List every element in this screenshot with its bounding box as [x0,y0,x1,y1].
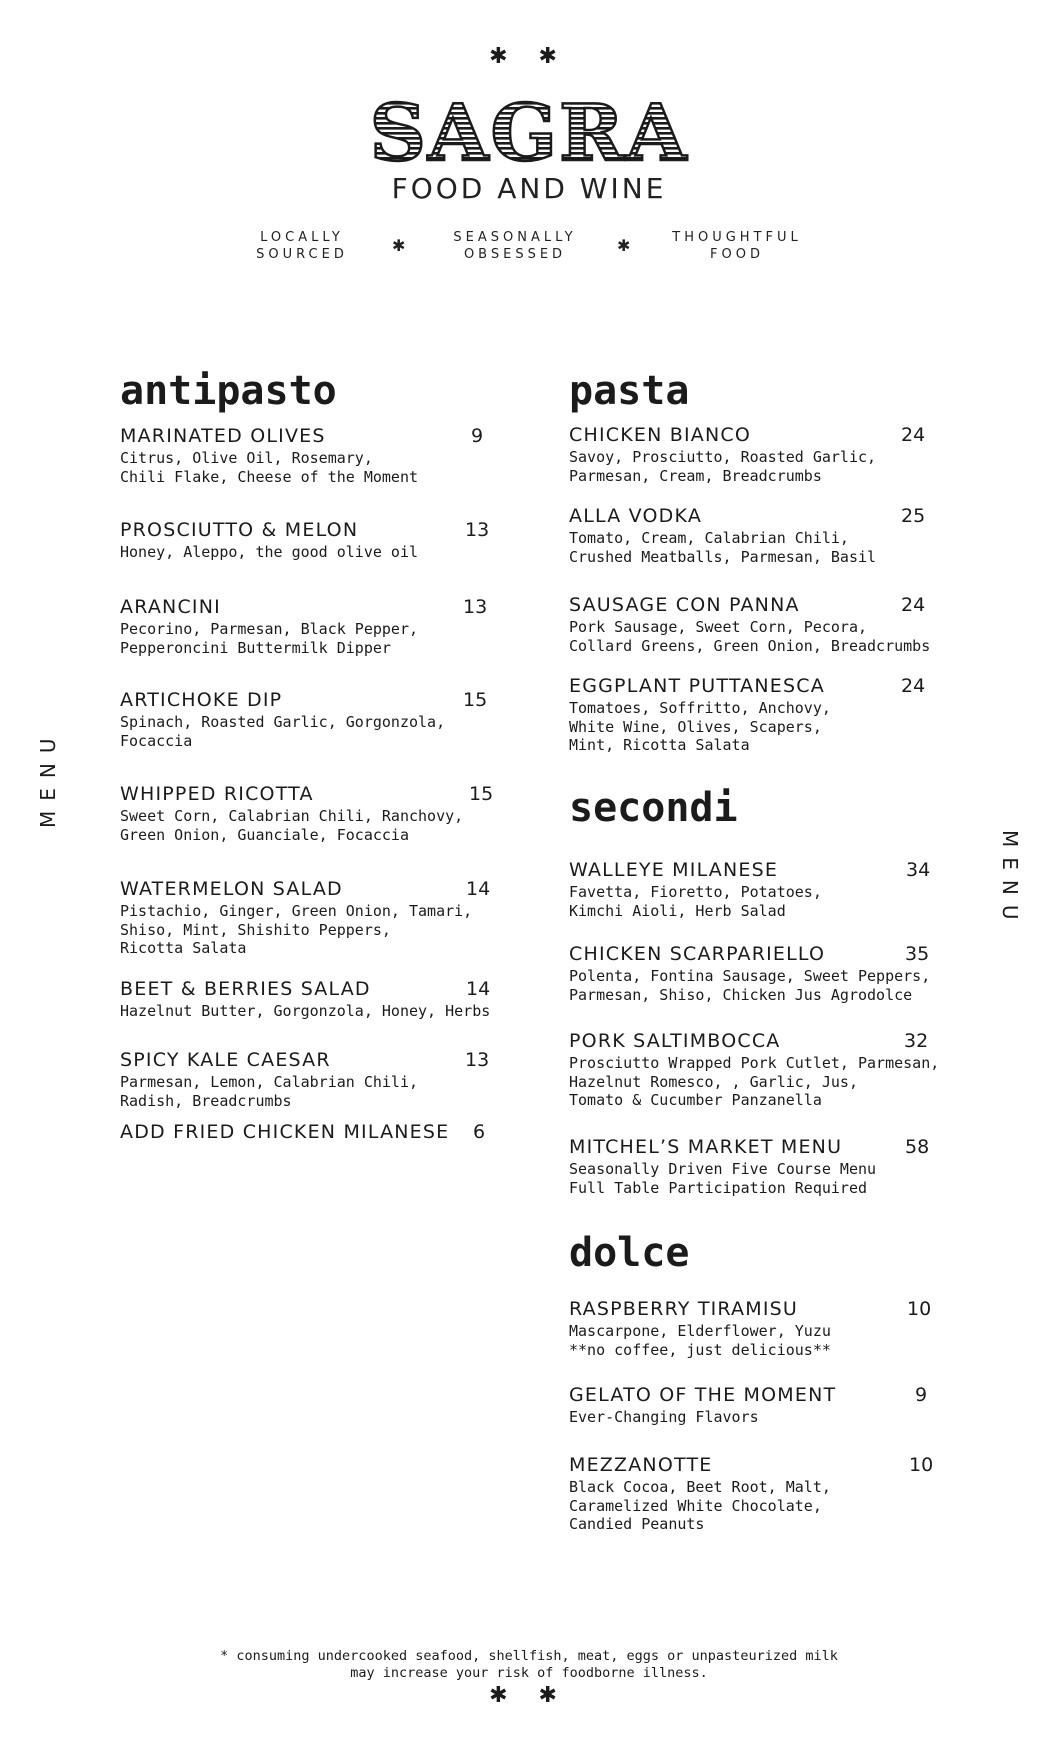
item-price: 24 [901,424,926,446]
item-description: Pistachio, Ginger, Green Onion, Tamari, Shiso, Mint, Shishito Peppers, Ricotta Salata [120,902,473,957]
item-price: 10 [907,1298,932,1320]
item-price: 14 [466,878,491,900]
menu-item [120,519,490,562]
item-description: Polenta, Fontina Sausage, Sweet Peppers, Parmesan, Shiso, Chicken Jus Agrodolce [569,967,931,1004]
menu-item [120,689,488,750]
item-description: Citrus, Olive Oil, Rosemary, Chili Flake, Cheese of the Moment [120,449,419,486]
item-name: SPICY KALE CAESAR [120,1049,331,1071]
item-name: WHIPPED RICOTTA [120,783,314,805]
item-name: SAUSAGE CON PANNA [569,594,800,616]
section-title-secondi: secondi [569,785,738,831]
item-price: 58 [905,1136,930,1158]
tagline-line: LOCALLY [260,230,344,245]
tagline-line: SOURCED [256,247,348,262]
item-price: 13 [463,596,488,618]
subtitle: FOOD AND WINE [391,172,667,205]
tagline-line: OBSESSED [463,247,567,262]
item-description: Tomato, Cream, Calabrian Chili, Crushed Meatballs, Parmesan, Basil [569,529,877,566]
menu-item [120,783,494,844]
item-name: PROSCIUTTO & MELON [120,519,359,541]
item-name: RASPBERRY TIRAMISU [569,1298,799,1320]
side-menu-label-left: MENU [36,728,60,828]
item-name: CHICKEN BIANCO [569,424,752,446]
menu-item [569,505,926,566]
item-name: EGGPLANT PUTTANESCA [569,675,825,697]
tagline-line: FOOD [710,247,764,262]
menu-item [569,1136,930,1197]
item-name: WALLEYE MILANESE [569,859,779,881]
item-name: GELATO OF THE MOMENT [569,1384,837,1406]
bottom-ornament-stars: ✱ ✱ [489,1683,569,1708]
tagline-thoughtful-food [652,229,822,263]
item-description: Prosciutto Wrapped Pork Cutlet, Parmesan, Hazelnut Romesco, , Garlic, Jus, Tomato & Cucumber Panzanella [569,1054,940,1109]
menu-item [120,978,490,1021]
item-price: 10 [909,1454,934,1476]
item-name: WATERMELON SALAD [120,878,343,900]
item-price: 15 [463,689,488,711]
menu-item [569,424,926,485]
item-name: BEET & BERRIES SALAD [120,978,371,1000]
item-price: 34 [906,859,931,881]
item-price: 9 [915,1384,928,1406]
item-price: 14 [466,978,491,1000]
item-name: ARANCINI [120,596,221,618]
item-price: 13 [465,1049,490,1071]
item-name: ADD FRIED CHICKEN MILANESE [120,1121,450,1143]
menu-item [120,596,488,657]
menu-item [569,1030,939,1110]
top-ornament-stars: ✱ ✱ [489,44,569,69]
item-description: Honey, Aleppo, the good olive oil [120,543,419,561]
menu-item [569,1384,928,1427]
item-name: ALLA VODKA [569,505,703,527]
item-price: 24 [901,594,926,616]
menu-item [120,425,484,486]
item-price: 15 [469,783,494,805]
section-title-dolce: dolce [569,1230,690,1276]
sagra-logo [329,92,729,172]
tagline-separator-icon: ✱ [617,238,631,255]
item-name: CHICKEN SCARPARIELLO [569,943,826,965]
item-price: 6 [473,1121,486,1143]
item-price: 32 [904,1030,929,1052]
item-name: PORK SALTIMBOCCA [569,1030,781,1052]
item-description: Black Cocoa, Beet Root, Malt, Caramelized White Chocolate, Candied Peanuts [569,1478,831,1533]
menu-item [569,675,926,755]
item-name: ARTICHOKE DIP [120,689,283,711]
menu-item [120,1049,490,1110]
item-name: MARINATED OLIVES [120,425,326,447]
section-title-antipasto: antipasto [120,368,337,414]
menu-item [120,878,491,958]
section-title-pasta: pasta [569,368,690,414]
item-price: 13 [465,519,490,541]
item-description: Seasonally Driven Five Course Menu Full Table Participation Required [569,1160,877,1197]
menu-item [569,594,930,655]
item-price: 9 [471,425,484,447]
tagline-line: SEASONALLY [453,230,577,245]
item-price: 25 [901,505,926,527]
menu-item-addon [120,1121,486,1143]
tagline-seasonally-obsessed [430,229,600,263]
item-description: Spinach, Roasted Garlic, Gorgonzola, Focaccia [120,713,446,750]
item-description: Tomatoes, Soffritto, Anchovy, White Wine, Olives, Scapers, Mint, Ricotta Salata [569,699,831,754]
tagline-separator-icon: ✱ [392,238,406,255]
item-description: Ever-Changing Flavors [569,1408,759,1426]
disclaimer-line: * consuming undercooked seafood, shellfish, meat, eggs or unpasteurized milk [220,1648,838,1664]
item-description: Pecorino, Parmesan, Black Pepper, Pepperoncini Buttermilk Dipper [120,620,419,657]
item-name: MITCHEL’S MARKET MENU [569,1136,843,1158]
item-description: Parmesan, Lemon, Calabrian Chili, Radish, Breadcrumbs [120,1073,419,1110]
menu-item [569,1454,934,1534]
item-description: Savoy, Prosciutto, Roasted Garlic, Parmesan, Cream, Breadcrumbs [569,448,877,485]
menu-item [569,1298,932,1359]
disclaimer-line: may increase your risk of foodborne illness. [350,1665,708,1681]
tagline-line: THOUGHTFUL [672,230,802,245]
logo-text: SAGRA [369,92,689,172]
health-disclaimer [0,1648,1058,1682]
item-name: MEZZANOTTE [569,1454,713,1476]
item-price: 24 [901,675,926,697]
menu-item [569,859,931,920]
item-description: Favetta, Fioretto, Potatoes, Kimchi Aioli, Herb Salad [569,883,822,920]
item-description: Pork Sausage, Sweet Corn, Pecora, Collard Greens, Green Onion, Breadcrumbs [569,618,931,655]
menu-item [569,943,930,1004]
item-price: 35 [905,943,930,965]
item-description: Mascarpone, Elderflower, Yuzu **no coffee, just delicious** [569,1322,831,1359]
side-menu-label-right: MENU [998,830,1022,930]
item-description: Sweet Corn, Calabrian Chili, Ranchovy, Green Onion, Guanciale, Focaccia [120,807,464,844]
tagline-locally-sourced [217,229,387,263]
item-description: Hazelnut Butter, Gorgonzola, Honey, Herbs [120,1002,491,1020]
